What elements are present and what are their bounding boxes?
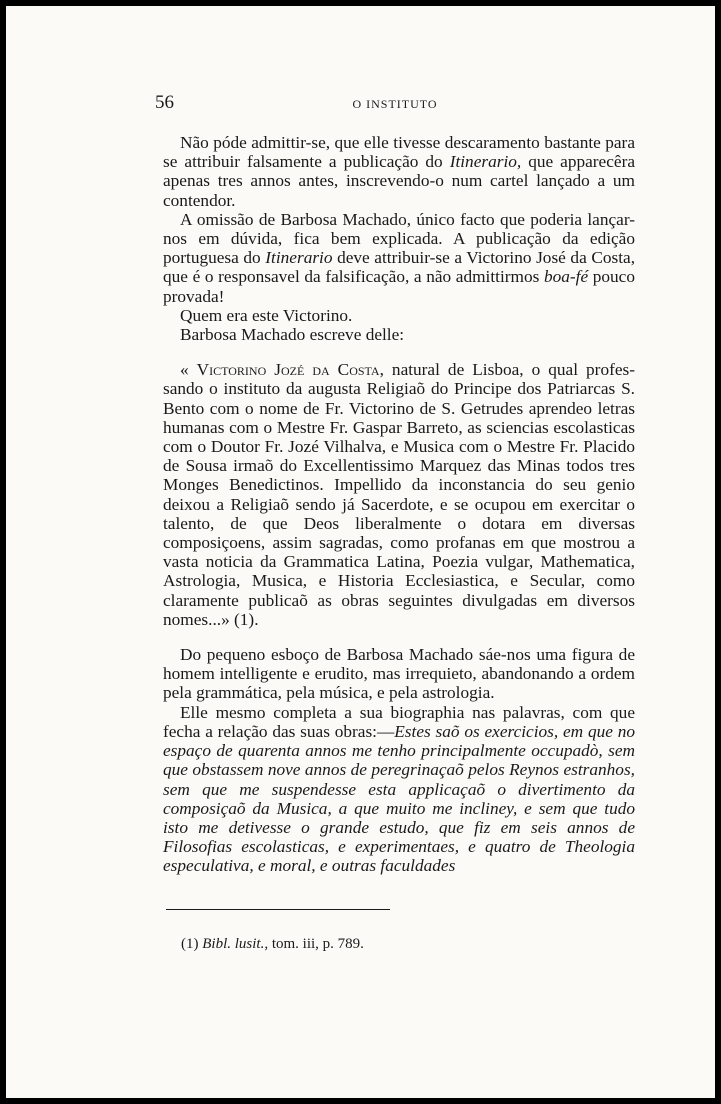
paragraph-4: Barbosa Machado escreve delle: [180, 325, 405, 345]
page-header [155, 92, 635, 116]
page-number: 56 [155, 92, 174, 113]
book-page [6, 6, 715, 1098]
paragraph-6: Elle mesmo completa a sua biographia nas palavras, com que fecha a relação das suas obras:—Estes saõ os exercicios, em que no espaço de quarenta annos me tenho principalmente occupadò, sem que obstassem nove annos de peregrinaçaõ pelos Reynos estranhos, sem que me suspendesse esta applicaçaõ o divertimento da composiçaõ da Musica, a que muito me incliney, e sem que tudo isto me detivesse o grande estudo, que fiz em seis annos de Filosofias escolasticas, e experimentaes, e quatro de Theologia especulativa, e moral, e outras faculdades [163, 702, 635, 876]
quoted-name: Victorino Jozé da Costa [196, 360, 380, 380]
paragraph-3: Quem era este Victorino. [180, 305, 353, 325]
page-body [163, 133, 635, 876]
quotation: « Victorino Jozé da Costa, natural de Lisboa, o qual profes- sando o instituto da augusta Religiaõ do Principe dos Patriarcas S. Bento com o nome de Fr. Victorino de S. Getrudes aprendeo letras humanas com o Mestre Fr. Gaspar Barreto, as sciencias escolasticas com o Doutor Fr. Jozé Vilhalva, e Musica com o Mestre Fr. Placido de Sousa irmaõ do Excellentissimo Marquez das Minas todos tres Monges Benedictinos. Impellido da inconstancia do seu genio deixou a Religiaõ sendo já Sacerdote, e se ocupou em exercitar o talento, de que Deos liberalmente o dotara em diversas composiçoens, assim sagradas, como profanas em que mostrou a vasta noticia da Grammatica Latina, Poezia vulgar, Mathematica, Astrologia, Musica, e Historia Ecclesiastica, e Secular, como claramente publicaõ as obras seguintes divulgadas em diversos nomes...» (1). [163, 360, 635, 629]
running-title: O INSTITUTO [352, 97, 438, 111]
paragraph-2: A omissão de Barbosa Machado, único facto que poderia lançar-nos em dúvida, fica bem explicada. A publicação da edição portuguesa do Itinerario deve attribuir-se a Victorino José da Costa, que é o responsavel da falsificação, a não admittirmos boa-fé pouco provada! [163, 209, 636, 306]
paragraph-5: Do pequeno esboço de Barbosa Machado sáe-nos uma figura de homem intelligente e erudito, mas irrequieto, abandonando a ordem pela grammática, pela música, e pela astrologia. [163, 645, 635, 703]
footnote: (1) Bibl. lusit., tom. iii, p. 789. [181, 936, 364, 952]
footnote-rule [166, 909, 390, 910]
paragraph-1: Não póde admittir-se, que elle tivesse descaramento bastante para se attribuir falsamente a publicação do Itinerario, que apparecêra apenas tres annos antes, inscrevendo-o num cartel lançado a um contendor. [163, 133, 635, 210]
